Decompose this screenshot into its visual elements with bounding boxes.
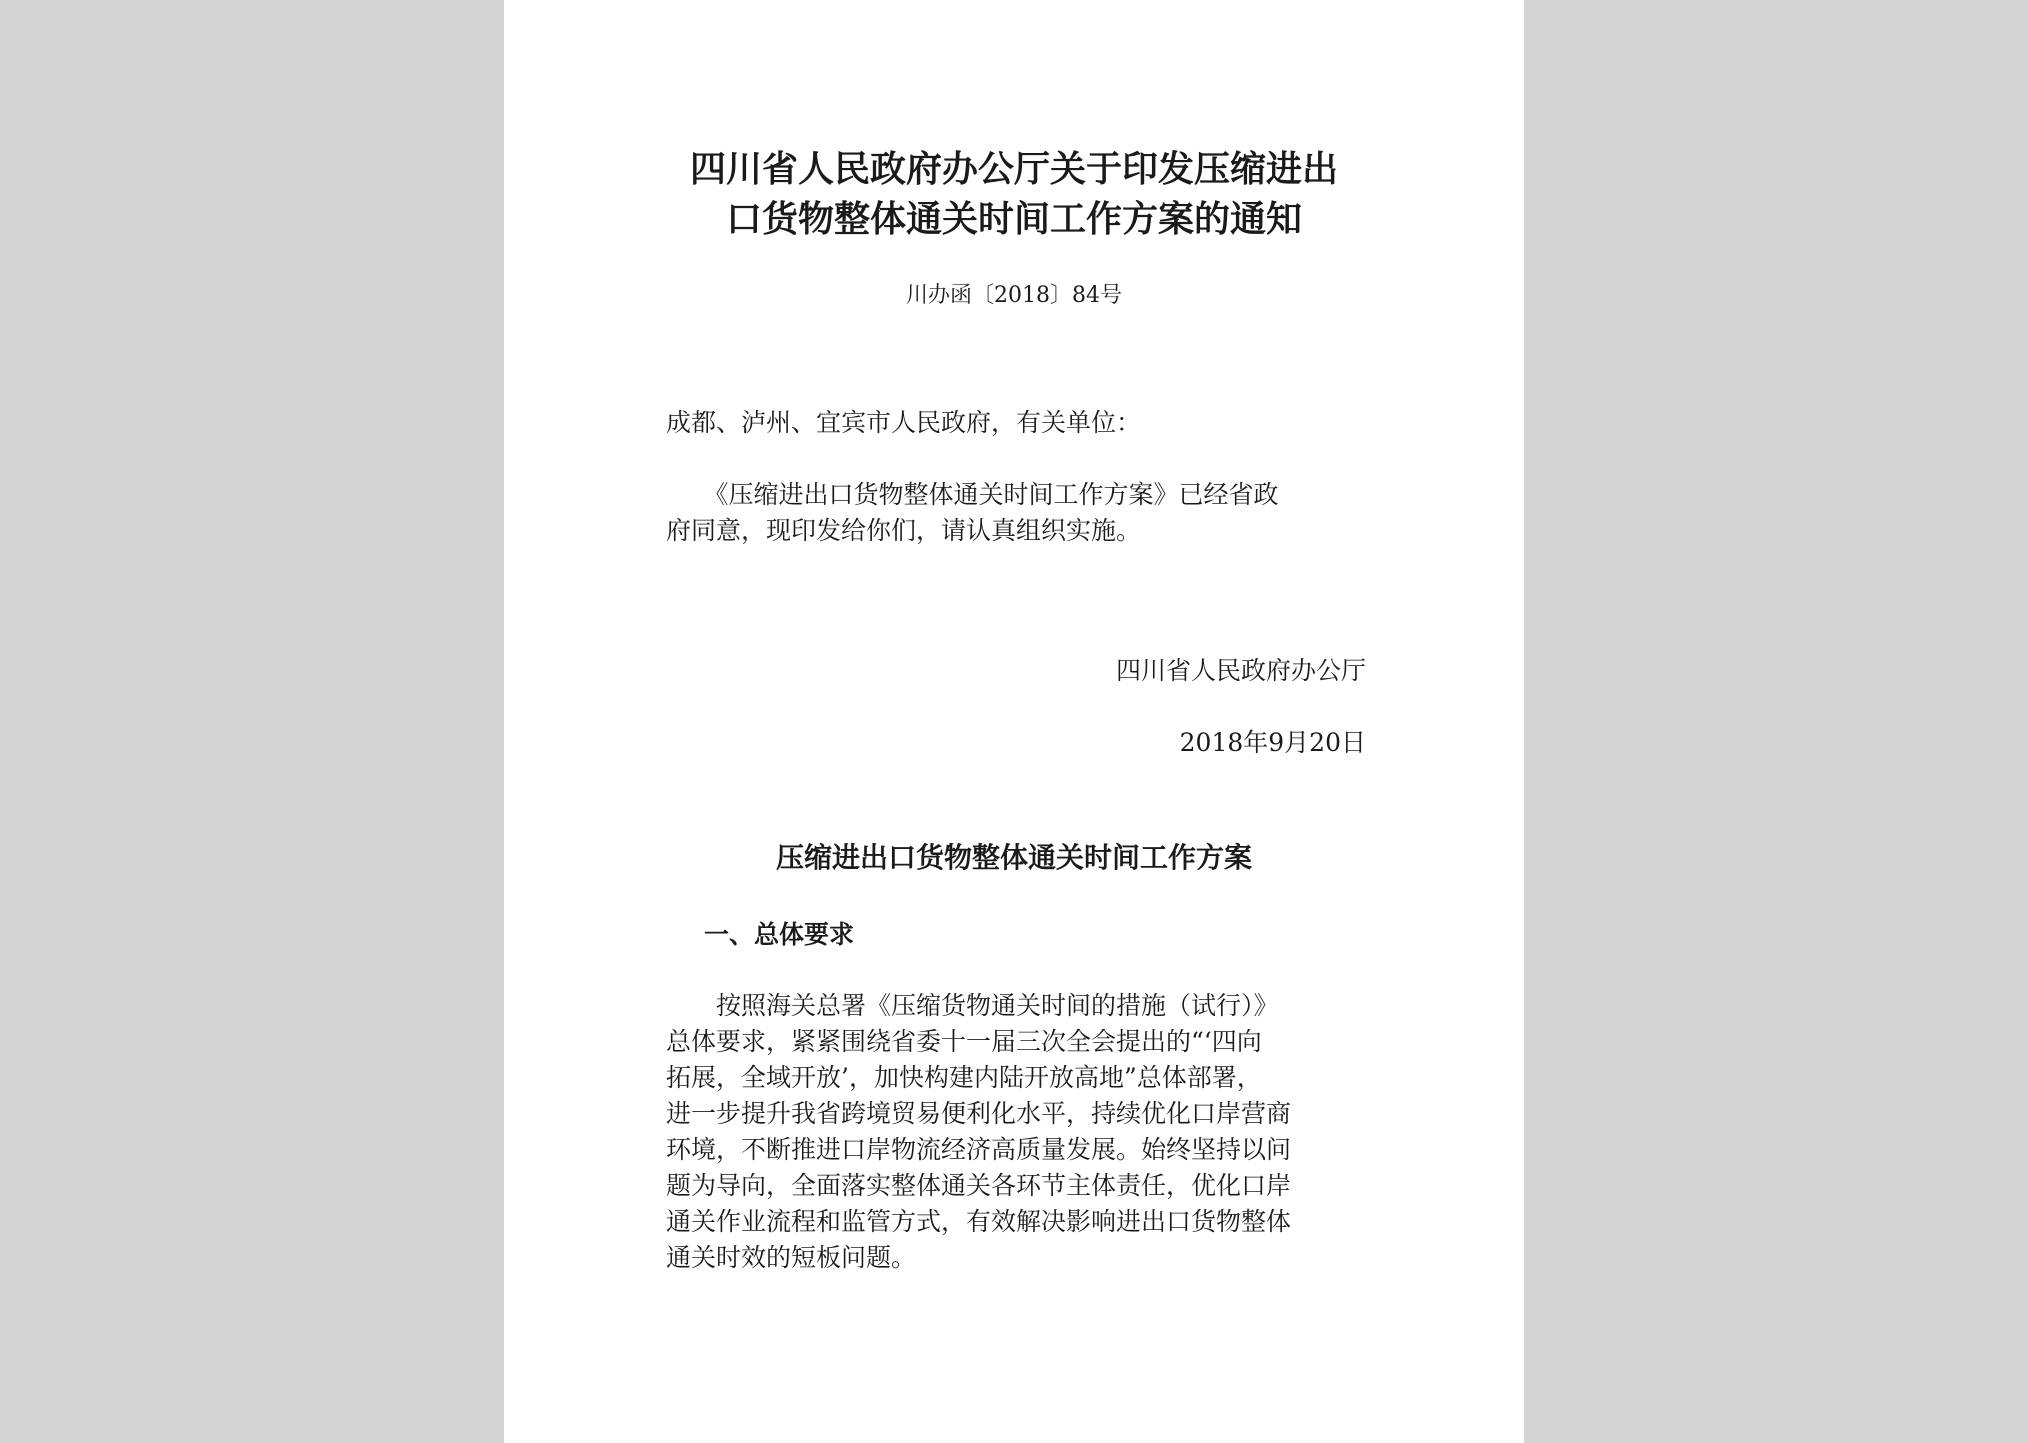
section-1-line: 题为导向，全面落实整体通关各环节主体责任，优化口岸 — [666, 1171, 1292, 1200]
section-1-line: 进一步提升我省跨境贸易便利化水平，持续优化口岸营商 — [666, 1099, 1292, 1128]
addressee: 成都、泸州、宜宾市人民政府，有关单位： — [666, 408, 1142, 437]
section-1-line: 环境，不断推进口岸物流经济高质量发展。始终坚持以问 — [666, 1135, 1292, 1164]
section-1-line: 拓展，全域开放’，加快构建内陆开放高地”总体部署， — [666, 1063, 1262, 1092]
plan-title: 压缩进出口货物整体通关时间工作方案 — [775, 841, 1252, 874]
section-1-paragraph — [666, 988, 1366, 1276]
section-1-heading: 一、总体要求 — [704, 920, 855, 949]
document-title-line-2: 口货物整体通关时间工作方案的通知 — [725, 199, 1302, 240]
section-1-line: 按照海关总署《压缩货物通关时间的措施（试行）》 — [666, 991, 1279, 1020]
section-1-line: 通关作业流程和监管方式，有效解决影响进出口货物整体 — [666, 1207, 1292, 1236]
intro-line-1: 《压缩进出口货物整体通关时间工作方案》已经省政 — [666, 480, 1279, 509]
section-1-line: 通关时效的短板问题。 — [666, 1243, 917, 1272]
document-number: 川办函〔2018〕84号 — [906, 283, 1122, 308]
section-1-line: 总体要求，紧紧围绕省委十一届三次全会提出的“‘四向 — [666, 1027, 1262, 1056]
intro-paragraph — [666, 477, 1366, 549]
document-title-line-1: 四川省人民政府办公厅关于印发压缩进出 — [689, 149, 1338, 190]
issuer-signature: 四川省人民政府办公厅 — [1115, 656, 1366, 685]
intro-line-2: 府同意，现印发给你们，请认真组织实施。 — [666, 516, 1142, 545]
issue-date: 2018年9月20日 — [1179, 728, 1366, 757]
document-page — [504, 0, 1524, 1443]
